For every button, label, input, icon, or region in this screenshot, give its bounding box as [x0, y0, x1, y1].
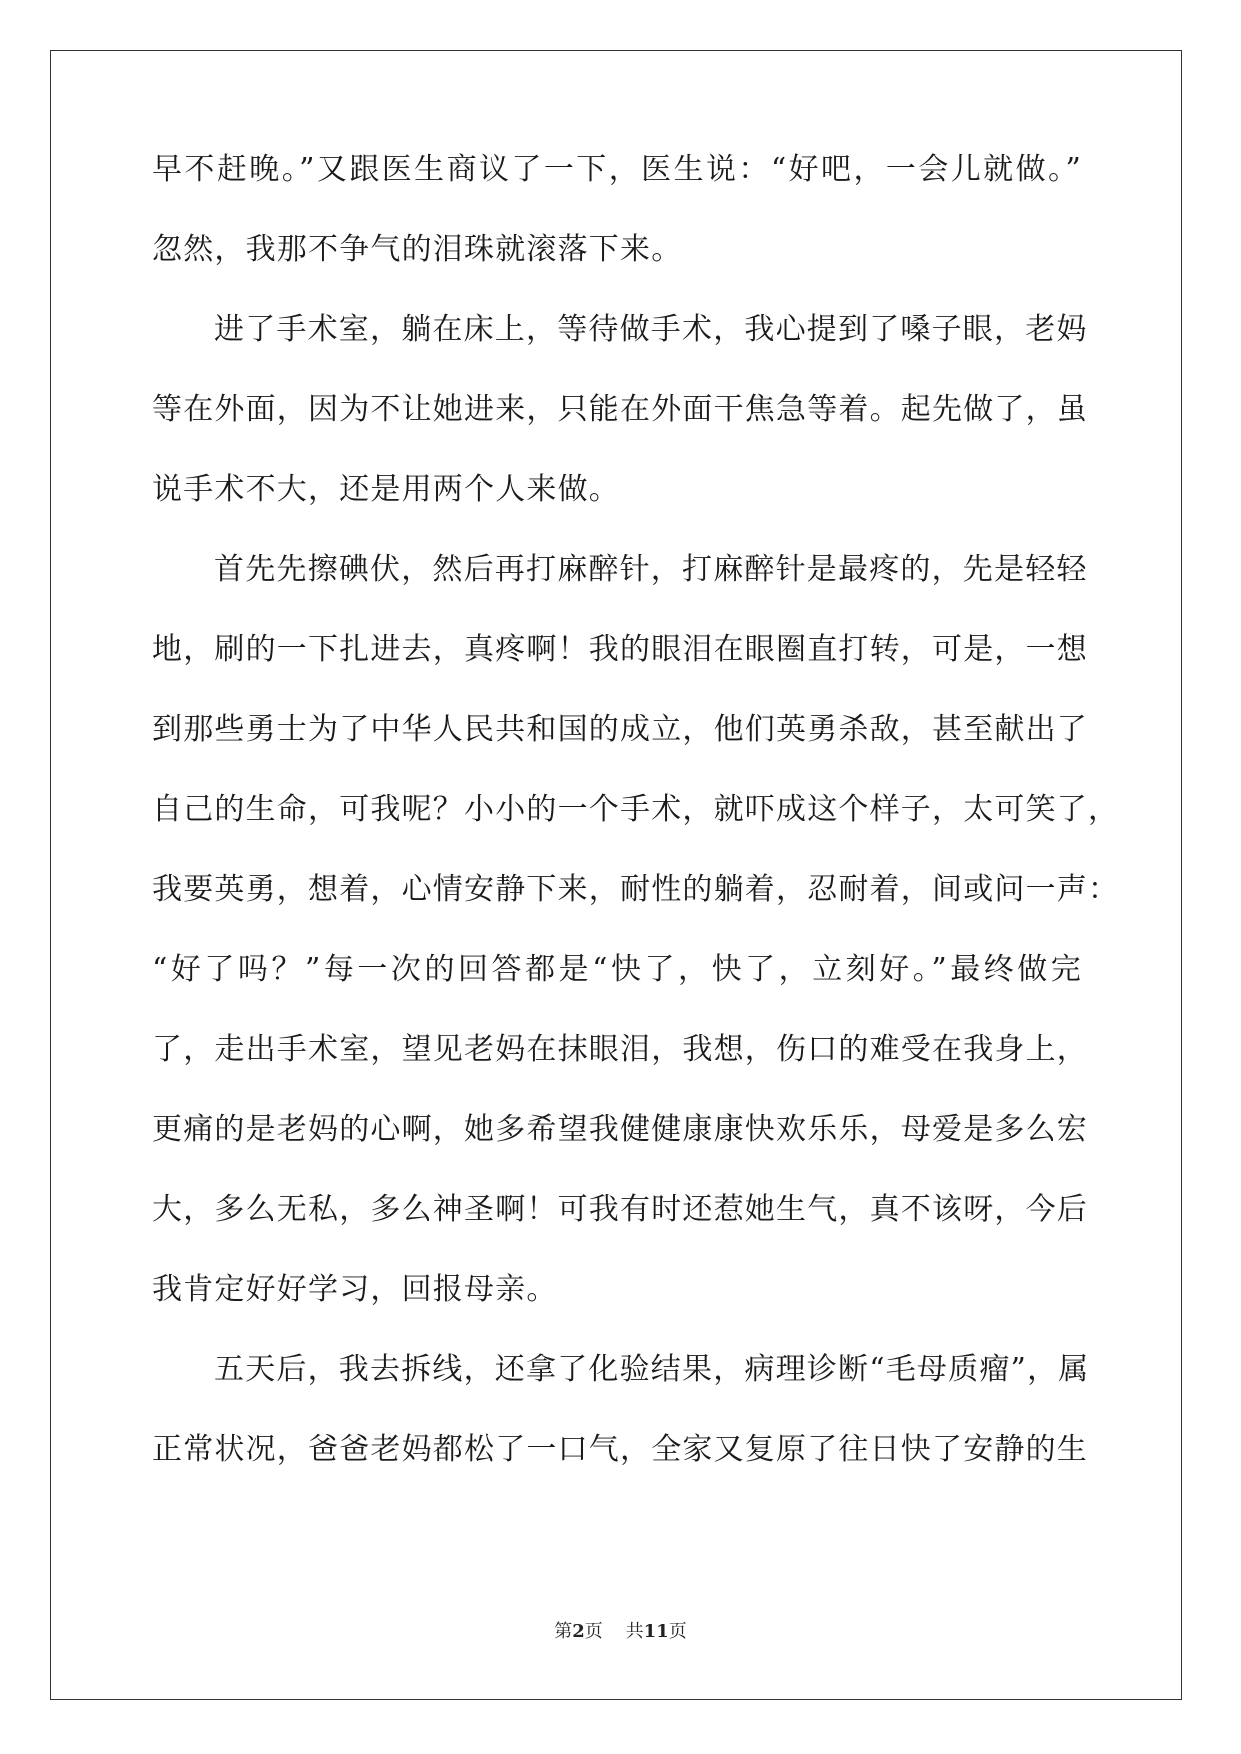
text-line: 到那些勇士为了中华人民共和国的成立，他们英勇杀敌，甚至献出了: [152, 712, 1088, 747]
text-line: 等在外面，因为不让她进来，只能在外面干焦急等着。起先做了，虽: [152, 392, 1088, 427]
total-pages-prefix: 共: [625, 1621, 644, 1642]
text-line: 说手术不大，还是用两个人来做。: [152, 472, 620, 507]
text-line: 自己的生命，可我呢？小小的一个手术，就吓成这个样子，太可笑了，: [152, 792, 1120, 827]
page-footer: [0, 1617, 1241, 1643]
page-number-prefix: 第: [554, 1621, 573, 1642]
text-line: 我要英勇，想着，心情安静下来，耐性的躺着，忍耐着，间或问一声：: [152, 872, 1120, 907]
text-line: 正常状况，爸爸老妈都松了一口气，全家又复原了往日快了安静的生: [152, 1432, 1088, 1467]
total-pages-number: 11: [643, 1621, 669, 1642]
text-line: 大，多么无私，多么神圣啊！可我有时还惹她生气，真不该呀，今后: [152, 1192, 1088, 1227]
text-line: 五天后，我去拆线，还拿了化验结果，病理诊断“毛母质瘤”，属: [214, 1352, 1090, 1387]
text-line: 忽然，我那不争气的泪珠就滚落下来。: [152, 232, 683, 267]
document-body: [152, 152, 1120, 1515]
text-line: 进了手术室，躺在床上，等待做手术，我心提到了嗓子眼，老妈: [214, 312, 1088, 347]
text-line: 早不赶晚。”又跟医生商议了一下，医生说：“好吧，一会儿就做。”: [152, 152, 1082, 187]
text-line: “好了吗？”每一次的回答都是“快了，快了，立刻好。”最终做完: [152, 952, 1082, 987]
text-line: 了，走出手术室，望见老妈在抹眼泪，我想，伤口的难受在我身上，: [152, 1032, 1088, 1067]
text-line: 更痛的是老妈的心啊，她多希望我健健康康快欢乐乐，母爱是多么宏: [152, 1112, 1088, 1147]
total-pages-suffix: 页: [668, 1621, 687, 1642]
text-line: 我肯定好好学习，回报母亲。: [152, 1272, 558, 1307]
text-line: 地，刷的一下扎进去，真疼啊！我的眼泪在眼圈直打转，可是，一想: [152, 632, 1088, 667]
page-number: 2: [572, 1621, 585, 1642]
page-number-suffix: 页: [584, 1621, 603, 1642]
text-line: 首先先擦碘伏，然后再打麻醉针，打麻醉针是最疼的，先是轻轻: [214, 552, 1088, 587]
